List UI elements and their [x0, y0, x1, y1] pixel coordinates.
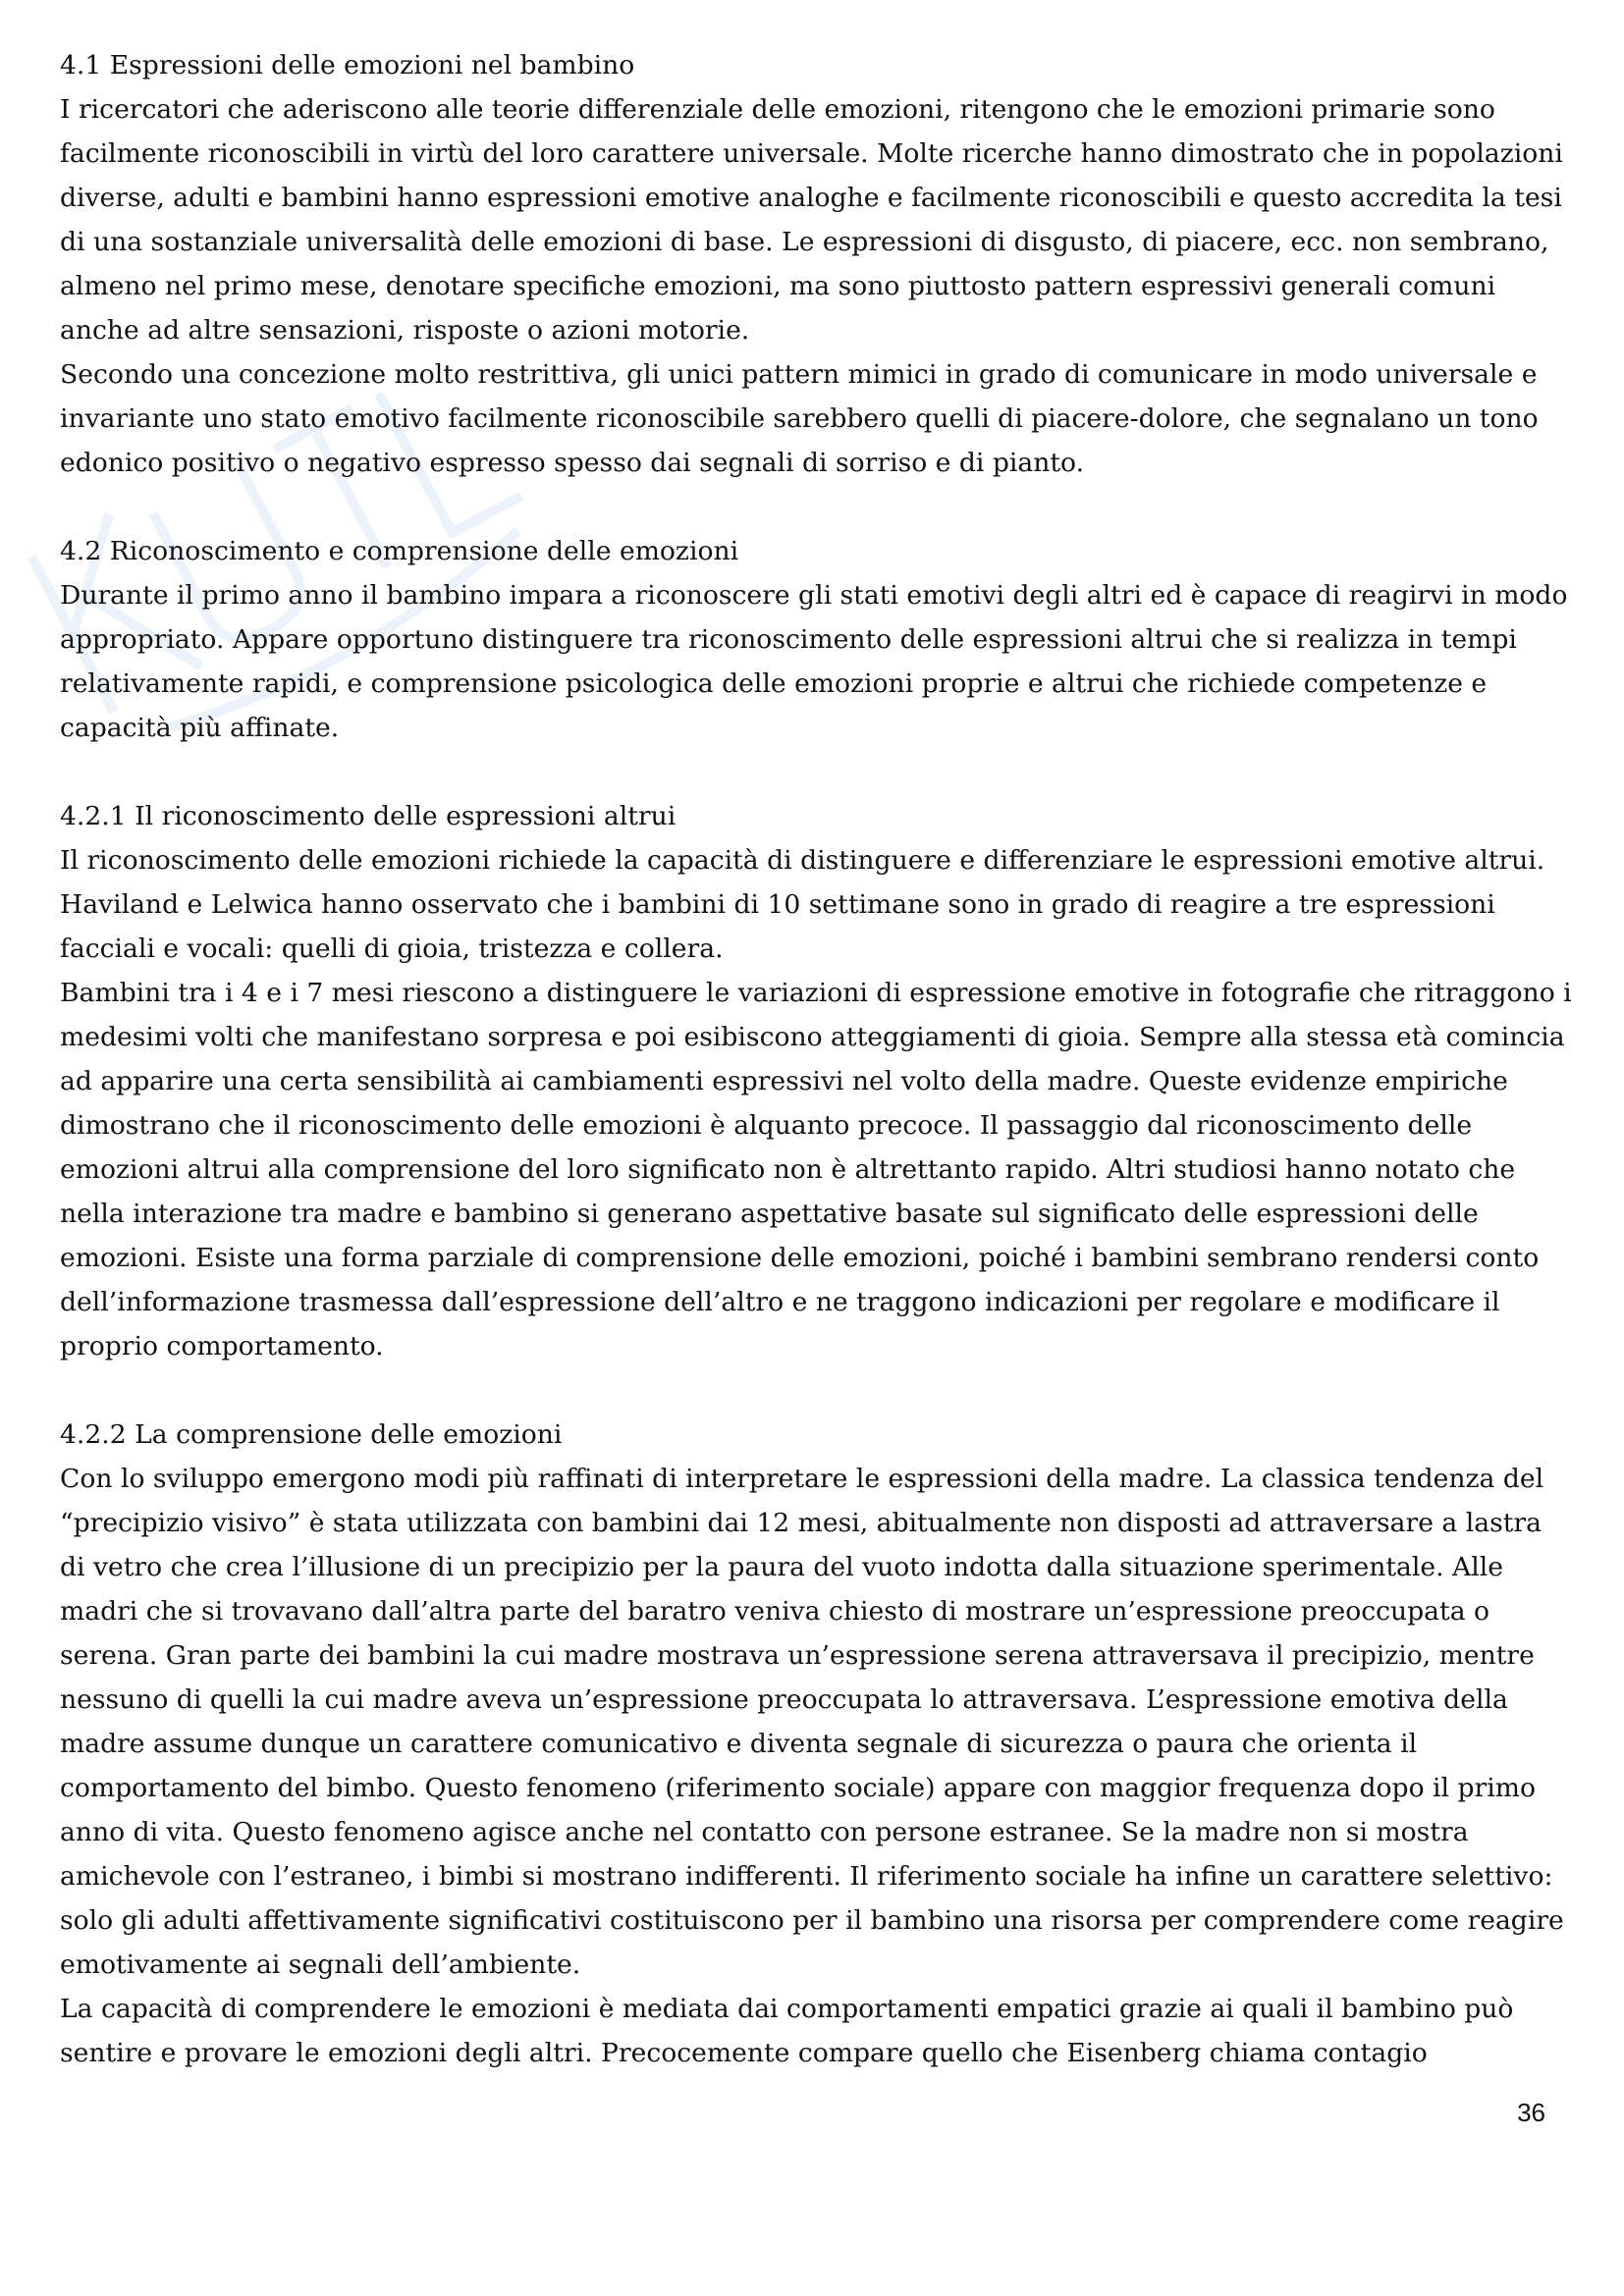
- paragraph: Durante il primo anno il bambino impara a riconoscere gli stati emotivi degli altri ed è capace di reagirvi in modo appropriato. Appare opportuno distinguere tra riconoscimento delle espressioni altrui che si realizza in tempi relativamente rapidi, e comprensione psicologica delle emozioni proprie e altrui che richiede competenze e capacità più affinate.: [60, 580, 1568, 743]
- paragraph: La capacità di comprendere le emozioni è mediata dai comportamenti empatici grazie ai quali il bambino può sentire e provare le emozioni degli altri. Precocemente compare quello che Eisenberg chiama contagio: [60, 1994, 1514, 2068]
- paragraph: Bambini tra i 4 e i 7 mesi riescono a distinguere le variazioni di espressione emotive in fotografie che ritraggono i medesimi volti che manifestano sorpresa e poi esibiscono atteggiamenti di gioia. Sempre alla stessa età comincia ad apparire una certa sensibilità ai cambiamenti espressivi nel volto della madre. Queste evidenze empiriche dimostrano che il riconoscimento delle emozioni è alquanto precoce. Il passaggio dal riconoscimento delle emozioni altrui alla comprensione del loro significato non è altrettanto rapido. Altri studiosi hanno notato che nella interazione tra madre e bambino si generano aspettative basate sul significato delle espressioni delle emozioni. Esiste una forma parziale di comprensione delle emozioni, poiché i bambini sembrano rendersi conto dell’informazione trasmessa dall’espressione dell’altro e ne traggono indicazioni per regolare e modificare il proprio comportamento.: [60, 978, 1572, 1362]
- paragraph: I ricercatori che aderiscono alle teorie differenziale delle emozioni, ritengono che le emozioni primarie sono facilmente riconoscibili in virtù del loro carattere universale. Molte ricerche hanno dimostrato che in popolazioni diverse, adulti e bambini hanno espressioni emotive analoghe e facilmente riconoscibili e questo accredita la tesi di una sostanziale universalità delle emozioni di base. Le espressioni di disgusto, di piacere, ecc. non sembrano, almeno nel primo mese, denotare specifiche emozioni, ma sono piuttosto pattern espressivi generali comuni anche ad altre sensazioni, risposte o azioni motorie.: [60, 94, 1563, 346]
- section-4-2: [60, 529, 1572, 750]
- paragraph: Con lo sviluppo emergono modi più raffinati di interpretare le espressioni della madre. La classica tendenza del “precipizio visivo” è stata utilizzata con bambini dai 12 mesi, abitualmente non disposti ad attraversare a lastra di vetro che crea l’illusione di un precipizio per la paura del vuoto indotta dalla situazione sperimentale. Alle madri che si trovavano dall’altra parte del baratro veniva chiesto di mostrare un’espressione preoccupata o serena. Gran parte dei bambini la cui madre mostrava un’espressione serena attraversava il precipizio, mentre nessuno di quelli la cui madre aveva un’espressione preoccupata lo attraversava. L’espressione emotiva della madre assume dunque un carattere comunicativo e diventa segnale di sicurezza o paura che orienta il comportamento del bimbo. Questo fenomeno (riferimento sociale) appare con maggior frequenza dopo il primo anno di vita. Questo fenomeno agisce anche nel contatto con persone estranee. Se la madre non si mostra amichevole con l’estraneo, i bimbi si mostrano indifferenti. Il riferimento sociale ha infine un carattere selettivo: solo gli adulti affettivamente significativi costituiscono per il bambino una risorsa per comprendere come reagire emotivamente ai segnali dell’ambiente.: [60, 1464, 1564, 1980]
- paragraph: Il riconoscimento delle emozioni richiede la capacità di distinguere e differenziare le espressioni emotive altrui.: [60, 845, 1545, 876]
- section-heading: 4.2.2 La comprensione delle emozioni: [60, 1419, 563, 1450]
- paragraph: Haviland e Lelwica hanno osservato che i bambini di 10 settimane sono in grado di reagire a tre espressioni facciali e vocali: quelli di gioia, tristezza e collera.: [60, 889, 1495, 964]
- paragraph: Secondo una concezione molto restrittiva, gli unici pattern mimici in grado di comunicare in modo universale e invariante uno stato emotivo facilmente riconoscibile sarebbero quelli di piacere-dolore, che segnalano un tono edonico positivo o negativo espresso spesso dai segnali di sorriso e di pianto.: [60, 359, 1539, 478]
- page-number: 36: [1517, 2098, 1545, 2127]
- section-4-2-1: [60, 794, 1572, 1368]
- section-4-1: [60, 43, 1572, 485]
- section-4-2-2: [60, 1413, 1572, 2075]
- section-heading: 4.1 Espressioni delle emozioni nel bambino: [60, 50, 635, 80]
- section-heading: 4.2 Riconoscimento e comprensione delle emozioni: [60, 536, 739, 566]
- section-heading: 4.2.1 Il riconoscimento delle espressioni altrui: [60, 801, 677, 831]
- document-body: [60, 43, 1572, 2119]
